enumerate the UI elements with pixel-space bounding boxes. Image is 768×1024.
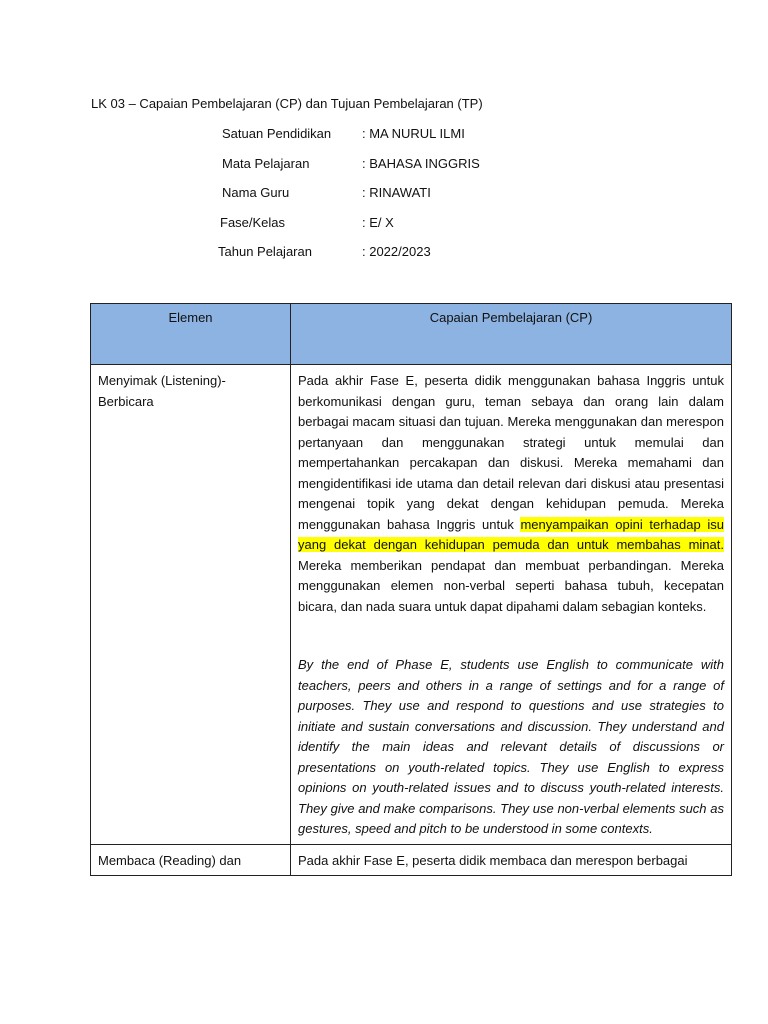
cp-text-after: Mereka memberikan pendapat dan membuat perbandingan. Mereka menggunakan elemen non-verbal seperti bahasa tubuh, kecepatan bicara, dan nada suara untuk dapat dipahami dalam sebagian konteks. (298, 557, 724, 614)
info-row-year (218, 244, 480, 274)
identity-block (218, 126, 480, 274)
header-element: Elemen (91, 304, 291, 365)
info-label: Satuan Pendidikan (222, 126, 332, 141)
info-label: Mata Pelajaran (222, 155, 310, 171)
info-label: Tahun Pelajaran (218, 244, 312, 259)
document-title: LK 03 – Capaian Pembelajaran (CP) dan Tujuan Pembelajaran (TP) (91, 96, 483, 111)
info-row-school (222, 126, 480, 156)
table-row (91, 844, 732, 876)
table-row (91, 365, 732, 845)
info-row-subject (222, 156, 480, 186)
cp-cell: Pada akhir Fase E, peserta didik membaca dan merespon berbagai (291, 844, 732, 876)
info-value: : MA NURUL ILMI (362, 126, 465, 141)
cp-indonesian (298, 371, 724, 617)
info-row-phase (220, 215, 480, 245)
highlighted-text: menyampaikan opini terhadap isu yang dekat dengan kehidupan pemuda dan untuk membahas minat. (298, 516, 724, 552)
element-cell: Membaca (Reading) dan (91, 844, 291, 876)
info-value: : RINAWATI (362, 185, 431, 200)
info-label: Fase/Kelas (220, 214, 286, 230)
cp-cell (291, 365, 732, 845)
info-label: Nama Guru (222, 185, 290, 200)
table-header-row (91, 304, 732, 365)
element-cell: Menyimak (Listening)- Berbicara (91, 365, 291, 845)
info-value: : BAHASA INGGRIS (362, 155, 480, 171)
info-value: : 2022/2023 (362, 244, 431, 259)
info-row-teacher (222, 185, 480, 215)
cp-table (90, 303, 732, 876)
header-cp: Capaian Pembelajaran (CP) (291, 304, 732, 365)
info-value: : E/ X (362, 214, 394, 230)
cp-text-before: Pada akhir Fase E, peserta didik menggunakan bahasa Inggris untuk berkomunikasi dengan guru, teman sebaya dan orang lain dalam berbagai macam situasi dan tujuan. Mereka menggunakan dan merespon pertanyaan dan menggunakan strategi untuk memulai dan mempertahankan percakapan dan diskusi. Mereka memahami dan mengidentifikasi ide utama dan detail relevan dari diskusi atau presentasi mengenai topik yang dekat dengan kehidupan pemuda. Mereka menggunakan bahasa Inggris untuk (298, 373, 724, 532)
cp-english: By the end of Phase E, students use English to communicate with teachers, peers and others in a range of settings and for a range of purposes. They use and respond to questions and use strategies to initiate and sustain conversations and discussion. They understand and identify the main ideas and relevant details of discussions or presentations on youth-related topics. They use English to express opinions on youth-related issues and to discuss youth-related interests. They give and make comparisons. They use non-verbal elements such as gestures, speed and pitch to be understood in some contexts. (298, 657, 724, 836)
